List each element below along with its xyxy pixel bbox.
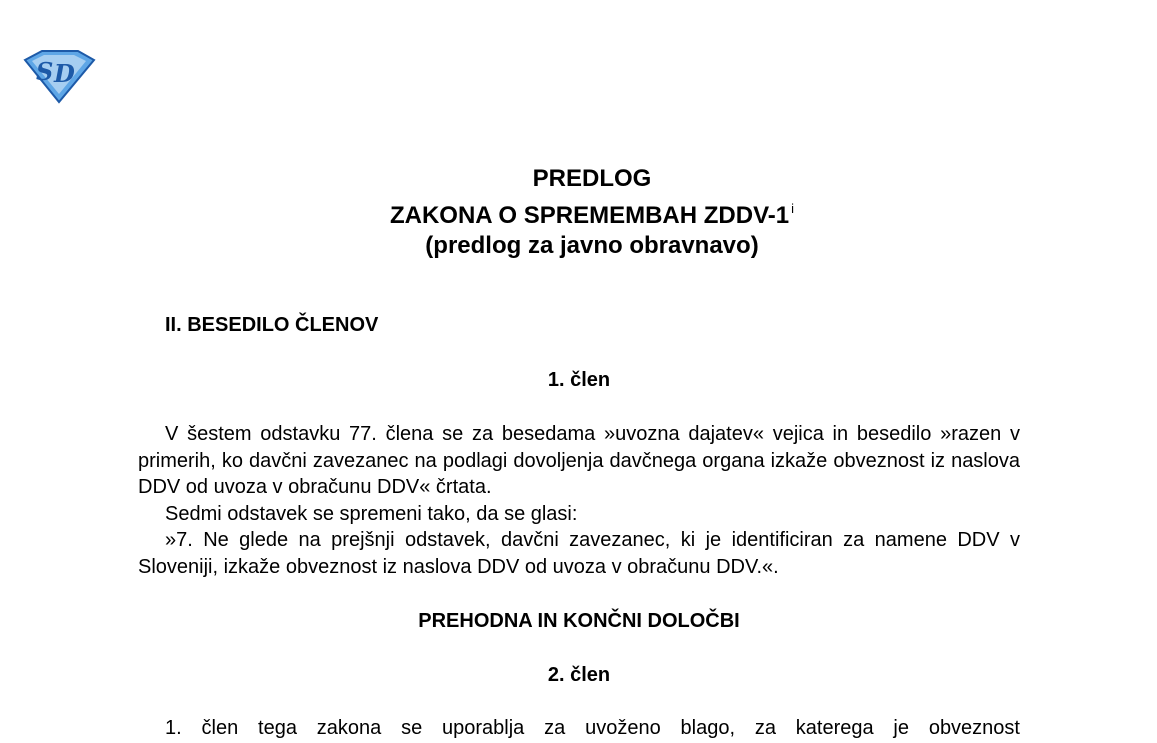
title-line-2 xyxy=(27,194,1157,231)
transitional-heading: PREHODNA IN KONČNI DOLOČBI xyxy=(418,610,740,632)
title-line-2-text: ZAKONA O SPREMEMBAH ZDDV-1 xyxy=(389,202,790,229)
title-line-3: (predlog za javno obravnavo) xyxy=(425,232,759,259)
article-2-paragraph-1: 1. člen tega zakona se uporablja za uvoženo blago, za katerega je obveznost xyxy=(165,717,1020,739)
article-1-paragraph-3: »7. Ne glede na prejšnji odstavek, davčni zavezanec, ki je identificiran za namene DDV v Sloveniji, izkaže obveznost iz naslova DDV od uvoza v obračunu DDV.«. xyxy=(138,529,1020,578)
article-1-heading: 1. člen xyxy=(547,369,611,391)
svg-text:D: D xyxy=(54,59,75,88)
article-1-paragraph-1: V šestem odstavku 77. člena se za besedama »uvozna dajatev« vejica in besedilo »razen v primerih, ko davčni zavezanec na podlagi dovoljenja davčnega organa izkaže obveznost iz naslova DDV od uvoza v obračunu DDV« črtata. xyxy=(138,423,1020,498)
article-2-heading: 2. člen xyxy=(547,664,611,686)
document-title xyxy=(0,164,1157,261)
article-1-paragraph-2: Sedmi odstavek se spremeni tako, da se glasi: xyxy=(165,502,578,525)
section-heading: II. BESEDILO ČLENOV xyxy=(165,314,379,336)
sd-logo-icon xyxy=(22,48,96,104)
article-2-body xyxy=(138,715,1020,742)
endnote-marker[interactable]: i xyxy=(791,201,795,216)
title-line-1: PREDLOG xyxy=(532,165,652,192)
article-1-body xyxy=(138,421,1020,580)
svg-text:S: S xyxy=(36,57,54,86)
